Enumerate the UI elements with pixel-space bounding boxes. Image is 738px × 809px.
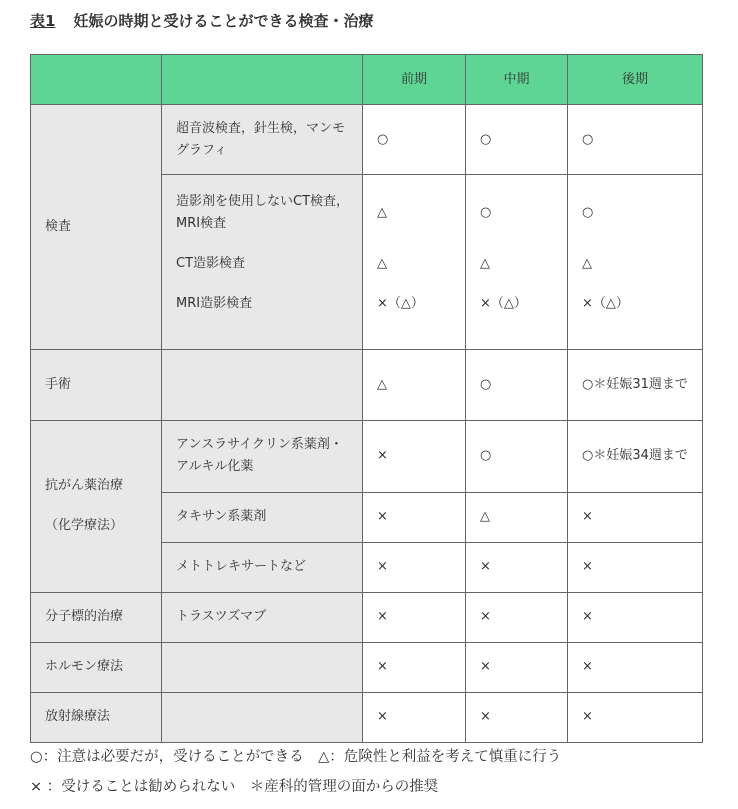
- item-ct-mri-noncontrast: 造影剤を使用しないCT検査，MRI検査: [176, 194, 350, 232]
- item-trastuzumab: トラスツズマブ: [162, 592, 363, 642]
- cell-early: △: [363, 350, 466, 420]
- item-anthracycline: アンスラサイクリン系薬剤・アルキル化薬: [162, 420, 363, 492]
- header-cell-category: [31, 55, 162, 105]
- cell-mid: ×: [466, 542, 568, 592]
- category-hormone: ホルモン療法: [31, 642, 162, 692]
- cell-mid: [466, 175, 568, 350]
- cell-mid: ×: [466, 592, 568, 642]
- cell-mid: ○: [466, 350, 568, 420]
- cell-early: ×: [363, 642, 466, 692]
- category-molecular: 分子標的治療: [31, 592, 162, 642]
- cell-mid: △: [466, 492, 568, 542]
- header-cell-early: 前期: [363, 55, 466, 105]
- cell-value: ×（△）: [480, 296, 527, 312]
- cell-mid: ○: [466, 105, 568, 175]
- table-row: [31, 350, 703, 420]
- cell-early: ×: [363, 542, 466, 592]
- cell-early: ×: [363, 492, 466, 542]
- cell-value: △: [582, 256, 592, 272]
- legend-line-2: × ：受けることは勧められない ＊産科的管理の面からの推奨: [30, 779, 439, 795]
- cell-late: ○: [568, 105, 703, 175]
- cell-early: ×: [363, 592, 466, 642]
- table-row: [31, 105, 703, 175]
- table-row: [31, 692, 703, 742]
- category-surgery: 手術: [31, 350, 162, 420]
- cell-mid: ×: [466, 692, 568, 742]
- cell-late: ×: [568, 542, 703, 592]
- cell-late: ○＊妊娠34週まで: [568, 420, 703, 492]
- cell-late: ○＊妊娠31週まで: [568, 350, 703, 420]
- item-ultrasound: 超音波検査，針生検，マンモグラフィ: [162, 105, 363, 175]
- item-ct-mri: [162, 175, 363, 350]
- table-row: [31, 642, 703, 692]
- cell-value: △: [377, 256, 387, 272]
- cell-late: ×: [568, 592, 703, 642]
- pregnancy-treatment-table: [30, 54, 703, 743]
- cell-late: [568, 175, 703, 350]
- category-chemo: [31, 420, 162, 592]
- cell-early: ○: [363, 105, 466, 175]
- item-taxane: タキサン系薬剤: [162, 492, 363, 542]
- cell-early: [363, 175, 466, 350]
- category-radiation: 放射線療法: [31, 692, 162, 742]
- item-radiation: [162, 692, 363, 742]
- table-row: [31, 592, 703, 642]
- cell-early: ×: [363, 420, 466, 492]
- category-exam: 検査: [31, 105, 162, 350]
- cell-late: ×: [568, 692, 703, 742]
- category-chemo-sub: （化学療法）: [45, 518, 124, 534]
- category-chemo-label: 抗がん薬治療: [45, 478, 124, 494]
- header-row: [31, 55, 703, 105]
- table-title: [30, 10, 373, 31]
- cell-value: △: [480, 256, 490, 272]
- item-ct-contrast: CT造影検査: [176, 256, 246, 272]
- item-hormone: [162, 642, 363, 692]
- header-cell-mid: 中期: [466, 55, 568, 105]
- cell-value: △: [377, 205, 387, 221]
- cell-value: ○: [582, 205, 594, 221]
- cell-late: ×: [568, 492, 703, 542]
- item-surgery: [162, 350, 363, 420]
- item-mri-contrast: MRI造影検査: [176, 296, 253, 312]
- cell-value: ×（△）: [377, 296, 424, 312]
- cell-early: ×: [363, 692, 466, 742]
- table-row: [31, 420, 703, 492]
- table-title-text: 妊娠の時期と受けることができる検査・治療: [73, 12, 374, 30]
- cell-value: ○: [480, 205, 492, 221]
- legend-line-1: ○：注意は必要だが，受けることができる △：危険性と利益を考えて慎重に行う: [30, 749, 562, 765]
- cell-mid: ○: [466, 420, 568, 492]
- header-cell-late: 後期: [568, 55, 703, 105]
- cell-value: ×（△）: [582, 296, 629, 312]
- header-cell-item: [162, 55, 363, 105]
- cell-mid: ×: [466, 642, 568, 692]
- cell-late: ×: [568, 642, 703, 692]
- table-number: 表1: [30, 12, 56, 30]
- item-methotrexate: メトトレキサートなど: [162, 542, 363, 592]
